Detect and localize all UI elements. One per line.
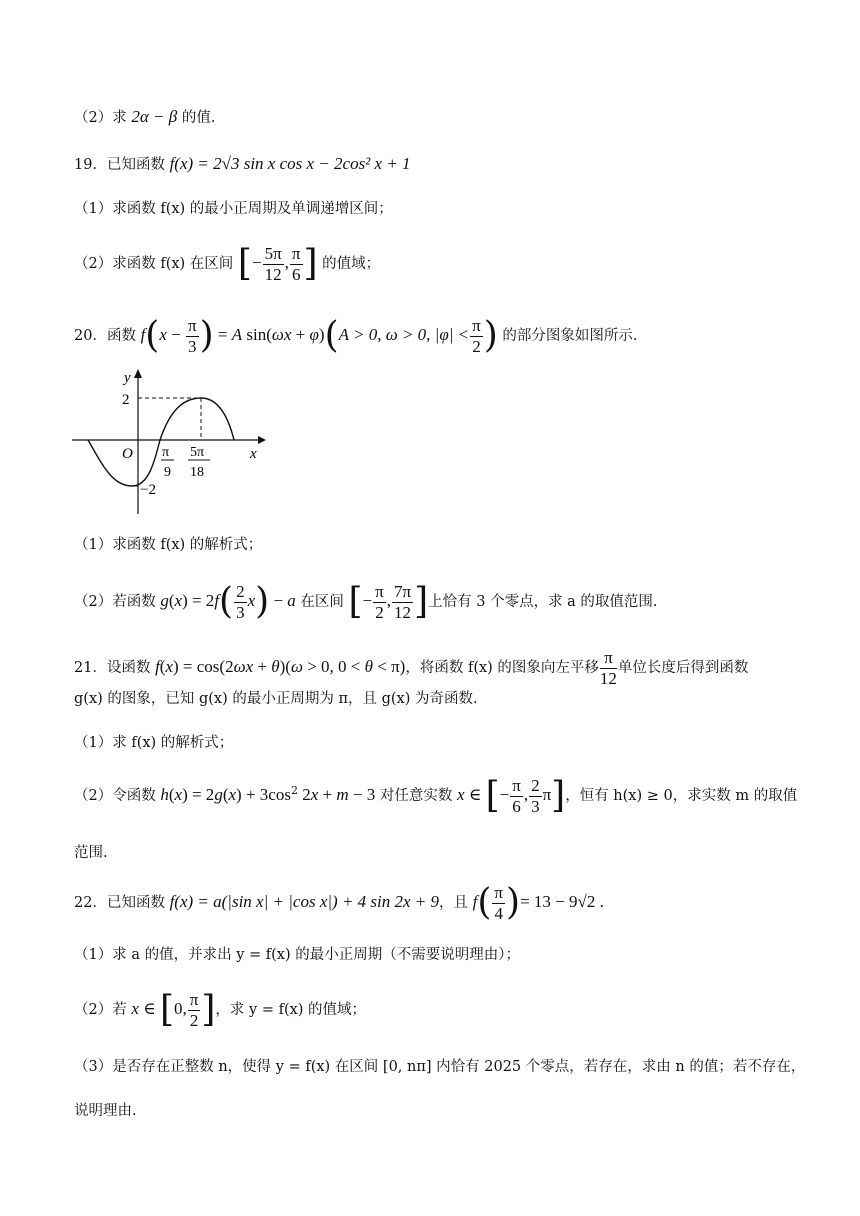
- tick2-numerator: 5π: [190, 445, 205, 460]
- y-max-label: 2: [122, 392, 130, 408]
- sine-curve: [88, 398, 234, 486]
- q20-conditions: A > 0, ω > 0, |φ| <: [338, 325, 470, 345]
- x-axis-label: x: [250, 446, 257, 462]
- q20-graph: [68, 364, 268, 519]
- tick1-denominator: 9: [164, 465, 171, 480]
- tick2-denominator: 18: [190, 465, 204, 480]
- q21-part2-wrap: 范围.: [74, 845, 108, 861]
- q19-interval-upper: $\frac{\pi}{6}$: [291, 244, 301, 284]
- q21-part2: （2）令函数 $h(x) = 2g(x) + 3\cos^2$ 2x + m − 3 对任意实数 x ∈ [− $\frac{\pi}{6}$ , $\frac{2}{3}$ π]，恒有 h(x) ≥ 0，求实数 m 的取值: [74, 775, 798, 817]
- q21-stem: 21．设函数 f(x) = cos(2ωx + θ)(ω > 0, 0 < θ < π)，将函数 f(x) 的图象向左平移 $\frac{\pi}{12}$ 单位长度后得到函数: [74, 648, 749, 688]
- q22-part3: （3）是否存在正整数 n，使得 y = f(x) 在区间 [0, nπ] 内恰有 2025 个零点，若存在，求由 n 的值；若不存在，: [74, 1059, 806, 1075]
- origin-label: O: [122, 446, 133, 462]
- q22-function: f(x) = a(|sin x| + |cos x|) + 4 sin 2x + 9: [169, 892, 440, 912]
- q19-stem: 19．已知函数 f(x) = 2√3 sin x cos x − 2cos² x + 1: [74, 154, 411, 173]
- q18-part2: （2）求 2α − β 的值.: [74, 107, 216, 126]
- q18-expression: 2α − β: [131, 107, 178, 126]
- y-min-label: −2: [140, 482, 156, 498]
- q20-part2: （2）若函数 g(x) = 2f( $\frac{2}{3}$ x) − a 在区间 [− $\frac{\pi}{2}$ , $\frac{7\pi}{12}$ ]上恰有 3 个零点，求 a 的取值范围.: [74, 581, 658, 623]
- q22-part2: （2）若 x ∈ [0, $\frac{\pi}{2}$ ]，求 y = f(x) 的值域；: [74, 989, 367, 1031]
- q20-stem: 20．函数 f(x − $\frac{\pi}{3}$ ) = A sin(ωx + φ)(A > 0, ω > 0, |φ| < $\frac{\pi}{2}$ ) 的部分图象如图所示.: [74, 315, 638, 357]
- tick1-numerator: π: [162, 445, 170, 460]
- q20-part1: （1）求函数 f(x) 的解析式；: [74, 537, 263, 553]
- q22-part1: （1）求 a 的值，并求出 y = f(x) 的最小正周期（不需要说明理由）；: [74, 947, 520, 963]
- q19-function: f(x) = 2√3 sin x cos x − 2cos² x + 1: [169, 154, 411, 173]
- q21-stem-line2: g(x) 的图象，已知 g(x) 的最小正周期为 π，且 g(x) 为奇函数.: [74, 691, 478, 707]
- q21-part1: （1）求 f(x) 的解析式；: [74, 735, 234, 751]
- q19-part2: （2）求函数 f(x) 在区间 [− $\frac{5\pi}{12}$ , $\frac{\pi}{6}$ ] 的值域；: [74, 243, 381, 285]
- y-axis-label: y: [124, 370, 131, 386]
- q22-part3-wrap: 说明理由.: [74, 1103, 137, 1119]
- q19-interval-lower: $\frac{5\pi}{12}$: [264, 244, 282, 284]
- q19-part1: （1）求函数 f(x) 的最小正周期及单调递增区间；: [74, 201, 393, 217]
- q21-shift: $\frac{\pi}{12}$: [599, 648, 617, 688]
- q22-stem: 22．已知函数 f(x) = a(|sin x| + |cos x|) + 4 sin 2x + 9，且 f( $\frac{\pi}{4}$ )= 13 − 9√2 .: [74, 882, 604, 924]
